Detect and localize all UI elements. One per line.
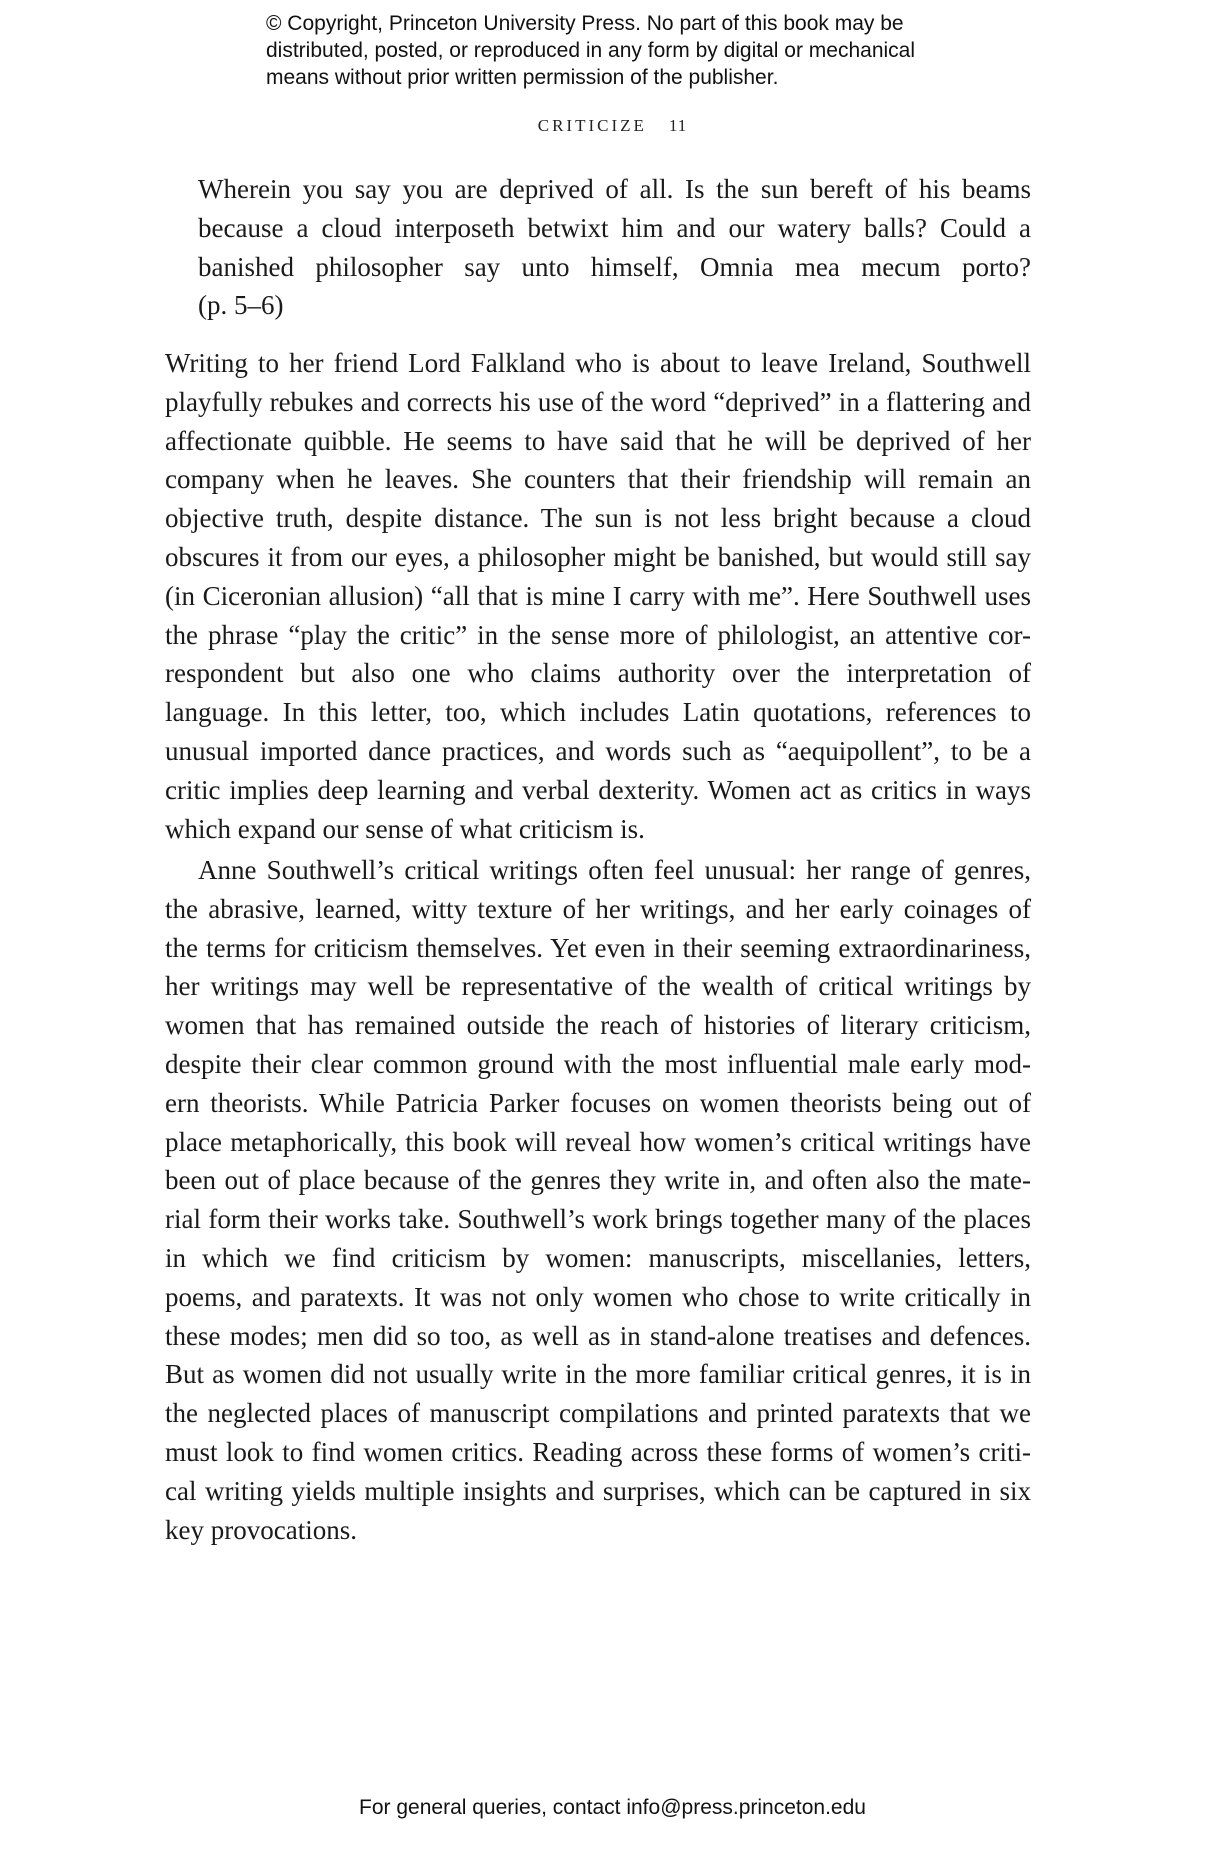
text-line: rial form their works take. Southwell’s work brings together many of the places xyxy=(165,1204,1031,1235)
text-line: unusual imported dance practices, and words such as “aequipollent”, to be a xyxy=(165,735,1031,766)
copyright-line: © Copyright, Princeton University Press. No part of this book may be xyxy=(266,12,904,35)
text-line: the abrasive, learned, witty texture of her writings, and her early coinages of xyxy=(165,893,1031,924)
text-line: been out of place because of the genres they write in, and often also the mate- xyxy=(165,1165,1031,1196)
text-line: key provocations. xyxy=(165,1514,357,1545)
text-line: poems, and paratexts. It was not only women who chose to write critically in xyxy=(165,1281,1031,1312)
text-line: place metaphorically, this book will reveal how women’s critical writings have xyxy=(165,1126,1031,1157)
copyright-notice xyxy=(266,10,1026,91)
text-line: her writings may well be representative of the wealth of critical writings by xyxy=(165,971,1031,1002)
text-line: critic implies deep learning and verbal dexterity. Women act as critics in ways xyxy=(165,774,1031,805)
text-line: respondent but also one who claims authority over the interpretation of xyxy=(165,658,1031,689)
text-line: cal writing yields multiple insights and surprises, which can be captured in six xyxy=(165,1475,1031,1506)
body-paragraph-1 xyxy=(165,344,1031,848)
text-line: despite their clear common ground with the most influential male early mod- xyxy=(165,1048,1031,1079)
page-number: 11 xyxy=(668,116,688,135)
quote-line: Wherein you say you are deprived of all. Is the sun bereft of his beams xyxy=(198,174,1031,204)
text-line: affectionate quibble. He seems to have said that he will be deprived of her xyxy=(165,425,1031,456)
footer-contact: For general queries, contact info@press.princeton.edu xyxy=(359,1796,866,1819)
text-line: these modes; men did so too, as well as in stand-alone treatises and defences. xyxy=(165,1320,1031,1351)
text-line: company when he leaves. She counters that their friendship will remain an xyxy=(165,464,1031,495)
text-line: But as women did not usually write in the more familiar critical genres, it is in xyxy=(165,1359,1031,1390)
block-quote xyxy=(198,170,1031,325)
text-line: the phrase “play the critic” in the sense more of philologist, an attentive cor- xyxy=(165,619,1031,650)
text-line: objective truth, despite distance. The sun is not less bright because a cloud xyxy=(165,503,1031,534)
text-line: Anne Southwell’s critical writings often feel unusual: her range of genres, xyxy=(198,855,1031,885)
text-line: which expand our sense of what criticism is. xyxy=(165,813,645,844)
quote-citation: (p. 5–6) xyxy=(198,290,284,321)
text-line: playfully rebukes and corrects his use of the word “deprived” in a flattering and xyxy=(165,386,1031,417)
quote-line: because a cloud interposeth betwixt him and our watery balls? Could a xyxy=(198,212,1031,243)
text-line: obscures it from our eyes, a philosopher might be banished, but would still say xyxy=(165,541,1031,572)
text-line: in which we find criticism by women: manuscripts, miscellanies, letters, xyxy=(165,1242,1031,1273)
text-line: Writing to her friend Lord Falkland who is about to leave Ireland, Southwell xyxy=(165,348,1031,378)
copyright-line: means without prior written permission of the publisher. xyxy=(266,66,779,89)
text-line: (in Ciceronian allusion) “all that is mine I carry with me”. Here Southwell uses xyxy=(165,580,1031,611)
text-line: language. In this letter, too, which includes Latin quotations, references to xyxy=(165,697,1031,728)
quote-line: banished philosopher say unto himself, Omnia mea mecum porto? xyxy=(198,251,1031,282)
text-line: the neglected places of manuscript compilations and printed paratexts that we xyxy=(165,1398,1031,1429)
copyright-line: distributed, posted, or reproduced in any form by digital or mechanical xyxy=(266,39,916,62)
text-line: women that has remained outside the reach of histories of literary criticism, xyxy=(165,1010,1031,1041)
body-paragraph-2 xyxy=(165,851,1031,1549)
running-head xyxy=(0,116,1225,136)
text-line: ern theorists. While Patricia Parker focuses on women theorists being out of xyxy=(165,1087,1031,1118)
text-line: the terms for criticism themselves. Yet even in their seeming extraordinariness, xyxy=(165,932,1031,963)
text-line: must look to find women critics. Reading across these forms of women’s criti- xyxy=(165,1436,1031,1467)
running-head-title: CRITICIZE xyxy=(537,116,647,135)
